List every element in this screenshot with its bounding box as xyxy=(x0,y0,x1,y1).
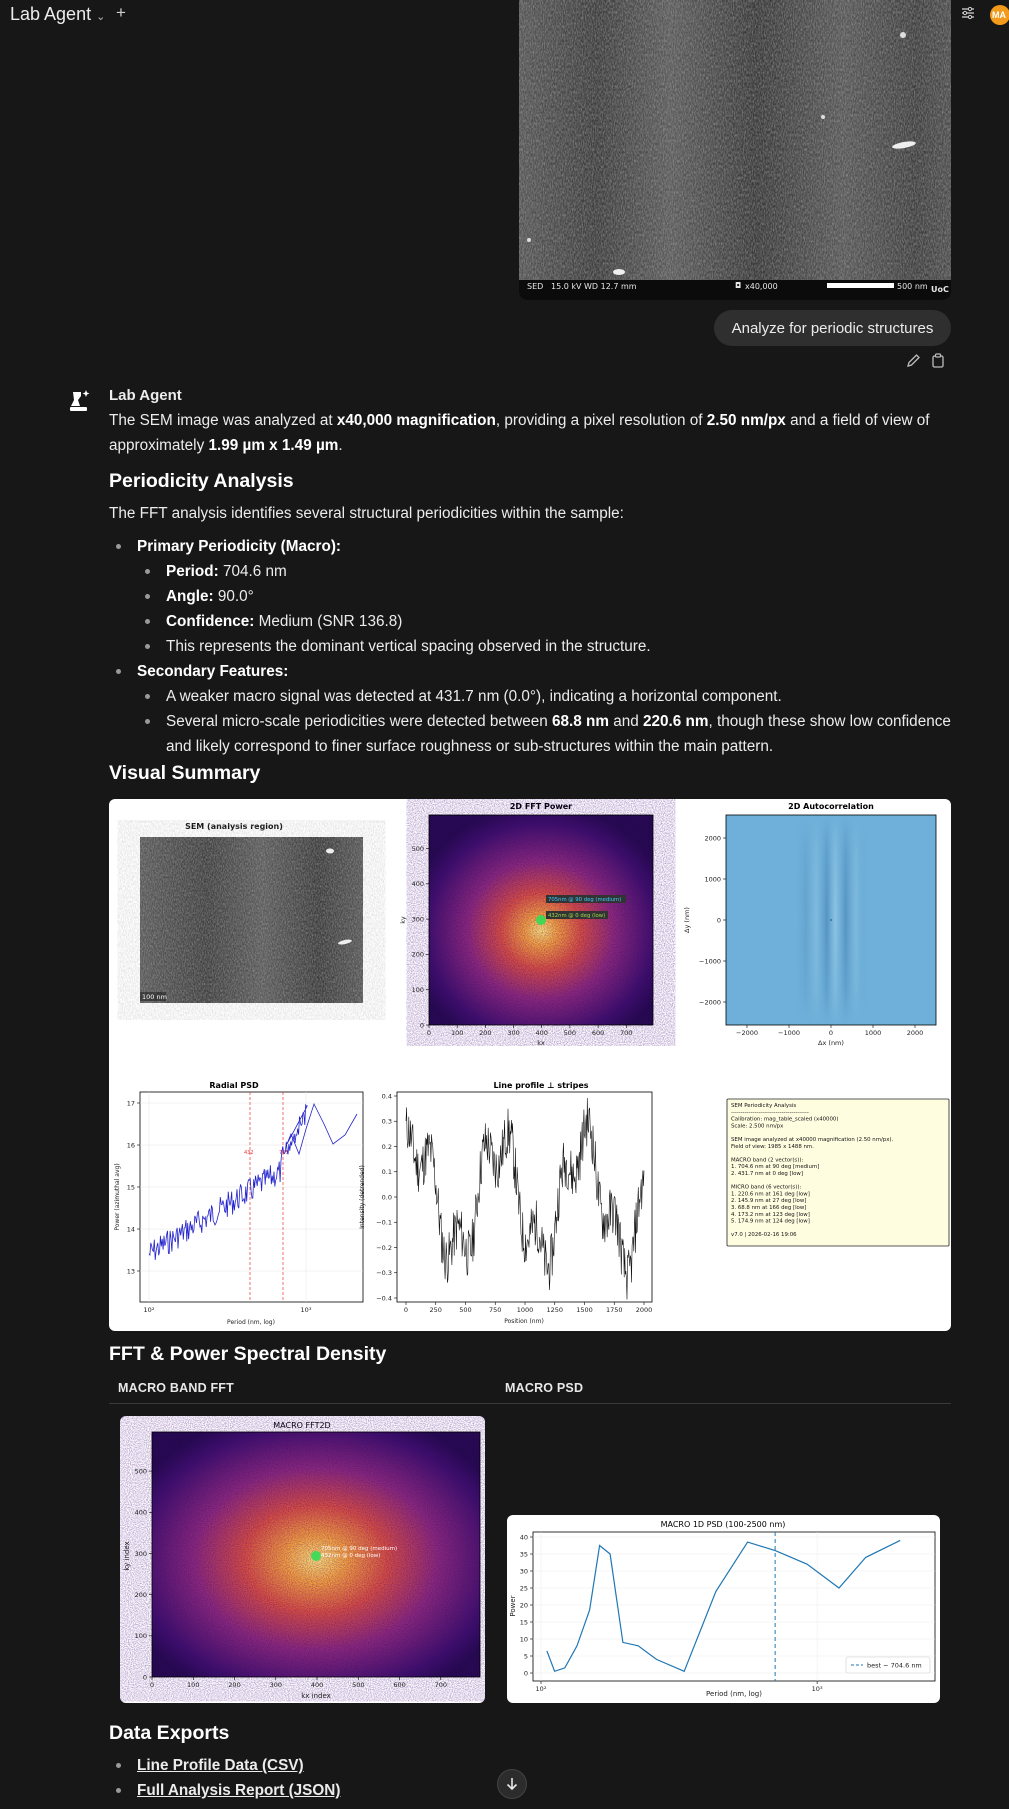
macro-psd-x-tick: 10³ xyxy=(811,1685,823,1693)
acf-x-tick: 2000 xyxy=(906,1029,924,1037)
line-profile-title: Line profile ⊥ stripes xyxy=(493,1081,589,1090)
line-x-tick: 1750 xyxy=(605,1306,623,1314)
macro-psd-y-tick: 25 xyxy=(519,1584,528,1593)
sem-detector: SED xyxy=(527,282,544,291)
sem-voltage: 15.0 kV xyxy=(551,282,582,291)
scroll-down-button[interactable] xyxy=(497,1769,527,1799)
psd-tag-2: 705 xyxy=(279,1150,289,1156)
line-x-tick: 1000 xyxy=(516,1306,534,1314)
arrow-down-icon xyxy=(506,1777,518,1791)
acf-y-tick: 1000 xyxy=(704,875,721,884)
acf-x-ticks xyxy=(736,1025,923,1037)
acf-xlabel: Δx (nm) xyxy=(818,1039,844,1047)
fft-y-tick: 0 xyxy=(419,1021,424,1030)
macro-fft-y-tick: 200 xyxy=(134,1590,147,1599)
fft-x-tick: 600 xyxy=(591,1029,605,1037)
fft-x-tick: 100 xyxy=(450,1029,464,1037)
macro-psd-x-tick: 10² xyxy=(535,1685,547,1693)
acf-y-tick: −2000 xyxy=(699,998,721,1007)
line-x-tick: 750 xyxy=(489,1306,502,1314)
acf-y-tick: 2000 xyxy=(704,834,721,843)
macro-psd-y-tick: 20 xyxy=(519,1601,528,1610)
avatar[interactable]: MA xyxy=(990,5,1009,25)
macro-fft-ylabel: ky index xyxy=(123,1541,131,1571)
fft-xlabel: kx xyxy=(537,1039,545,1047)
fft-ylabel: ky xyxy=(399,916,407,924)
intro-magnification: x40,000 magnification xyxy=(336,412,496,429)
fft-x-ticks xyxy=(427,1025,633,1037)
line-y-tick: −0.2 xyxy=(376,1243,392,1252)
report-line: ---------------------------------------- xyxy=(731,1109,809,1116)
macro-fft-x-tick: 600 xyxy=(393,1681,406,1689)
line-y-tick: 0.2 xyxy=(381,1142,392,1151)
period-value: 704.6 nm xyxy=(218,563,287,580)
acf-y-ticks xyxy=(699,834,726,1006)
macro-fft-x-tick: 100 xyxy=(187,1681,200,1689)
intro-text-1: The SEM image was analyzed at xyxy=(109,412,337,429)
macro-psd-y-tick: 40 xyxy=(519,1533,528,1542)
sem-region-title: SEM (analysis region) xyxy=(185,822,283,831)
macro-fft-title: MACRO FFT2D xyxy=(273,1421,331,1430)
secondary-2-min: 68.8 nm xyxy=(552,713,609,730)
list-item xyxy=(109,1753,509,1778)
macro-psd-legend-label: best ~ 704.6 nm xyxy=(867,1661,922,1670)
list-item xyxy=(109,609,959,634)
line-profile-plot xyxy=(397,1092,652,1302)
macro-fft-x-tick: 700 xyxy=(434,1681,448,1689)
line-x-tick: 0 xyxy=(403,1306,409,1314)
macro-psd-ylabel: Power xyxy=(509,1595,517,1617)
psd-y-ticks xyxy=(127,1099,140,1275)
visual-summary-figure[interactable] xyxy=(109,799,951,1331)
fft-y-tick: 500 xyxy=(411,844,424,853)
user-message-text: Analyze for periodic structures xyxy=(731,319,934,337)
macro-psd-y-tick: 35 xyxy=(519,1550,528,1559)
macro-fft-y-tick: 400 xyxy=(134,1508,147,1517)
line-x-tick: 2000 xyxy=(635,1306,653,1314)
fft-x-tick: 700 xyxy=(620,1029,633,1037)
macro-psd-figure[interactable] xyxy=(507,1515,940,1703)
angle-label: Angle: xyxy=(166,588,214,605)
line-y-tick: −0.4 xyxy=(376,1294,392,1303)
intro-resolution: 2.50 nm/px xyxy=(706,412,786,429)
data-exports-heading: Data Exports xyxy=(109,1722,230,1744)
radial-psd-title: Radial PSD xyxy=(209,1081,259,1090)
intro-text-3: and a field of view of approximately xyxy=(109,412,930,454)
macro-fft-peak-marker xyxy=(311,1551,321,1561)
fft-x-tick: 400 xyxy=(535,1029,548,1037)
fft-x-tick: 0 xyxy=(426,1029,432,1037)
camera-icon: ◘ xyxy=(735,281,742,290)
macro-fft-label: MACRO BAND FFT xyxy=(118,1381,234,1395)
report-line: MICRO band (6 vector(s)): xyxy=(731,1184,802,1191)
line-x-tick: 1500 xyxy=(576,1306,593,1314)
macro-psd-x-ticks xyxy=(536,1681,823,1693)
sem-logo: UoC xyxy=(931,285,949,294)
findings-list xyxy=(109,534,959,759)
acf-y-tick: 0 xyxy=(716,916,721,925)
macro-fft-x-tick: 500 xyxy=(352,1681,365,1689)
period-label: Period: xyxy=(166,563,219,580)
fft-psd-heading: FFT & Power Spectral Density xyxy=(109,1343,387,1365)
confidence-label: Confidence: xyxy=(166,613,255,630)
list-item xyxy=(109,534,959,559)
secondary-2-text-2: and xyxy=(608,713,644,730)
intro-text-4: . xyxy=(338,437,343,454)
acf-title: 2D Autocorrelation xyxy=(788,802,874,811)
macro-psd-label: MACRO PSD xyxy=(505,1381,584,1395)
acf-y-tick: −1000 xyxy=(699,957,721,966)
list-item xyxy=(109,1778,509,1803)
macro-fft-y-tick: 100 xyxy=(134,1632,147,1641)
sem-region-scale: 100 nm xyxy=(142,993,167,1001)
report-line: 1. 704.6 nm at 90 deg [medium] xyxy=(731,1164,820,1171)
psd-xtick: 10² xyxy=(143,1306,155,1314)
edit-icon[interactable] xyxy=(906,353,921,373)
macro-fft-annotation-2: 432nm @ 0 deg (low) xyxy=(321,1553,381,1559)
macro-psd-y-tick: 30 xyxy=(519,1567,528,1576)
line-y-tick: 0.1 xyxy=(381,1168,392,1177)
copy-icon[interactable] xyxy=(931,353,945,373)
line-y-ticks xyxy=(376,1092,397,1302)
periodicity-text: The FFT analysis identifies several structural periodicities within the sample: xyxy=(109,505,624,522)
list-item xyxy=(109,659,959,684)
report-line: v7.0 | 2026-02-16 19:06 xyxy=(731,1232,797,1239)
periodicity-heading: Periodicity Analysis xyxy=(109,470,294,492)
sem-info-bar xyxy=(519,280,951,300)
psd-y-tick: 16 xyxy=(126,1141,135,1150)
macro-psd-title: MACRO 1D PSD (100-2500 nm) xyxy=(660,1520,786,1529)
lab-agent-icon xyxy=(68,388,92,419)
list-item xyxy=(109,709,959,759)
macro-fft-x-tick: 200 xyxy=(228,1681,241,1689)
macro-psd-y-tick: 0 xyxy=(523,1669,528,1678)
psd-tag-1: 432 xyxy=(244,1150,254,1156)
macro-fft-y-tick: 300 xyxy=(134,1549,147,1558)
line-xlabel: Position (nm) xyxy=(504,1318,544,1325)
macro-fft-y-ticks xyxy=(135,1467,152,1681)
macro-fft-x-tick: 400 xyxy=(310,1681,324,1689)
acf-panel xyxy=(726,815,936,1025)
fft-y-tick: 100 xyxy=(411,986,424,995)
acf-x-tick: −1000 xyxy=(778,1029,800,1037)
intro-text-2: , providing a pixel resolution of xyxy=(495,412,707,429)
fft-x-tick: 500 xyxy=(563,1029,577,1037)
fft-y-tick: 300 xyxy=(411,915,424,924)
psd-y-tick: 17 xyxy=(126,1099,135,1108)
list-item: A weaker macro signal was detected at 431.7 nm (0.0°), indicating a horizontal component. xyxy=(109,684,959,709)
section-divider xyxy=(109,1403,951,1404)
macro-fft-y-tick: 500 xyxy=(134,1467,147,1476)
line-ylabel: Intensity (detrended) xyxy=(359,1165,366,1229)
report-line: Scale: 2.500 nm/px xyxy=(731,1123,784,1130)
macro-fft-xlabel: kx index xyxy=(301,1692,331,1700)
line-x-tick: 500 xyxy=(459,1306,472,1314)
fft-x-tick: 300 xyxy=(507,1029,520,1037)
secondary-2-text-1: Several micro-scale periodicities were detected between xyxy=(166,713,553,730)
macro-psd-svg xyxy=(507,1515,940,1703)
line-profile-csv-link[interactable]: Line Profile Data (CSV) xyxy=(137,1757,304,1774)
report-line: 5. 174.9 nm at 124 deg [low] xyxy=(731,1218,810,1225)
acf-x-tick: 1000 xyxy=(864,1029,882,1037)
secondary-2-max: 220.6 nm xyxy=(643,713,709,730)
report-line: 3. 68.8 nm at 166 deg [low] xyxy=(731,1205,807,1211)
fft-panel xyxy=(429,815,653,1025)
psd-ylabel: Power (azimuthal avg) xyxy=(114,1163,121,1231)
list-item xyxy=(109,559,959,584)
settings-sliders-icon[interactable] xyxy=(961,6,975,20)
line-y-tick: 0.3 xyxy=(381,1117,392,1126)
report-line: 4. 173.2 nm at 123 deg [low] xyxy=(731,1211,810,1218)
macro-fft-y-tick: 0 xyxy=(142,1673,147,1682)
report-line: 2. 431.7 nm at 0 deg [low] xyxy=(731,1171,803,1177)
macro-fft-x-tick: 0 xyxy=(149,1681,155,1689)
angle-value: 90.0° xyxy=(213,588,254,605)
fft-y-tick: 200 xyxy=(411,950,424,959)
confidence-value: Medium (SNR 136.8) xyxy=(254,613,403,630)
psd-xlabel: Period (nm, log) xyxy=(227,1319,275,1326)
acf-x-tick: −2000 xyxy=(736,1029,758,1037)
list-item: This represents the dominant vertical spacing observed in the structure. xyxy=(109,634,959,659)
sem-scale-bar xyxy=(827,283,894,288)
line-x-ticks xyxy=(404,1302,652,1314)
sem-scale-label: 500 nm xyxy=(897,282,928,291)
psd-y-tick: 15 xyxy=(126,1183,135,1192)
fft-y-ticks xyxy=(412,845,429,1029)
line-x-tick: 250 xyxy=(429,1306,442,1314)
line-y-tick: −0.3 xyxy=(376,1269,392,1278)
new-chat-button[interactable]: + xyxy=(116,3,126,22)
macro-psd-xlabel: Period (nm, log) xyxy=(706,1690,762,1698)
intro-paragraph xyxy=(109,408,959,458)
sem-magnification: x40,000 xyxy=(745,282,778,291)
secondary-label: Secondary Features: xyxy=(137,663,289,680)
app-title-text: Lab Agent xyxy=(10,4,92,24)
psd-y-tick: 13 xyxy=(126,1267,135,1276)
report-line: 2. 145.9 nm at 27 deg [low] xyxy=(731,1198,807,1205)
report-line: SEM image analyzed at x40000 magnification (2.50 nm/px). xyxy=(731,1137,894,1143)
analysis-report-json-link[interactable]: Full Analysis Report (JSON) xyxy=(137,1782,341,1799)
macro-fft-x-ticks xyxy=(150,1677,447,1689)
chevron-down-icon: ⌄ xyxy=(96,11,106,23)
list-item xyxy=(109,584,959,609)
primary-label: Primary Periodicity (Macro): xyxy=(137,538,342,555)
line-y-tick: 0.4 xyxy=(381,1092,392,1101)
macro-psd-y-tick: 15 xyxy=(519,1618,528,1627)
fft-peak-marker xyxy=(536,915,546,925)
uploaded-sem-image[interactable] xyxy=(519,0,951,300)
macro-fft-x-tick: 300 xyxy=(269,1681,282,1689)
report-line: 1. 220.6 nm at 161 deg [low] xyxy=(731,1191,810,1198)
summary-figure-svg xyxy=(109,799,951,1331)
fft-annotation-1: 705nm @ 90 deg (medium) xyxy=(548,897,622,903)
fft-x-tick: 200 xyxy=(479,1029,492,1037)
agent-message xyxy=(109,384,959,759)
agent-name: Lab Agent xyxy=(109,387,182,404)
line-y-tick: 0.0 xyxy=(381,1193,392,1202)
visual-summary-heading: Visual Summary xyxy=(109,762,261,784)
exports-list xyxy=(109,1753,509,1803)
psd-xtick: 10³ xyxy=(300,1306,312,1314)
acf-ylabel: Δy (nm) xyxy=(683,907,691,933)
report-line: Calibration: mag_table_scaled (x40000) xyxy=(731,1116,839,1123)
macro-fft-svg xyxy=(120,1416,485,1703)
secondary-2-text-3: , though these show low confidence and likely correspond to finer surface roughness or sub-structures within the main pattern. xyxy=(166,713,951,755)
macro-psd-y-tick: 5 xyxy=(523,1652,528,1661)
macro-psd-y-ticks xyxy=(520,1533,533,1677)
sem-working-distance: WD 12.7 mm xyxy=(584,282,637,291)
intro-field-of-view: 1.99 µm x 1.49 µm xyxy=(208,437,339,454)
sem-region-image xyxy=(140,837,363,1003)
line-y-tick: −0.1 xyxy=(376,1218,392,1227)
report-line: SEM Periodicity Analysis xyxy=(731,1103,797,1109)
sem-image-texture xyxy=(519,0,951,280)
psd-y-tick: 14 xyxy=(126,1225,135,1234)
macro-psd-y-tick: 10 xyxy=(519,1635,528,1644)
report-line: Field of view: 1985 x 1488 nm. xyxy=(731,1143,814,1150)
macro-fft-annotation-1: 705nm @ 90 deg (medium) xyxy=(321,1546,398,1552)
user-message-bubble xyxy=(714,310,951,346)
line-x-tick: 1250 xyxy=(546,1306,564,1314)
fft-y-tick: 400 xyxy=(411,880,424,889)
macro-fft-figure[interactable] xyxy=(120,1416,485,1703)
fft-annotation-2: 432nm @ 0 deg (low) xyxy=(548,913,606,919)
app-title[interactable] xyxy=(10,4,105,25)
acf-x-tick: 0 xyxy=(828,1029,834,1037)
radial-psd-plot xyxy=(140,1092,363,1302)
report-line: MACRO band (2 vector(s)): xyxy=(731,1157,804,1164)
fft-title: 2D FFT Power xyxy=(509,802,573,811)
